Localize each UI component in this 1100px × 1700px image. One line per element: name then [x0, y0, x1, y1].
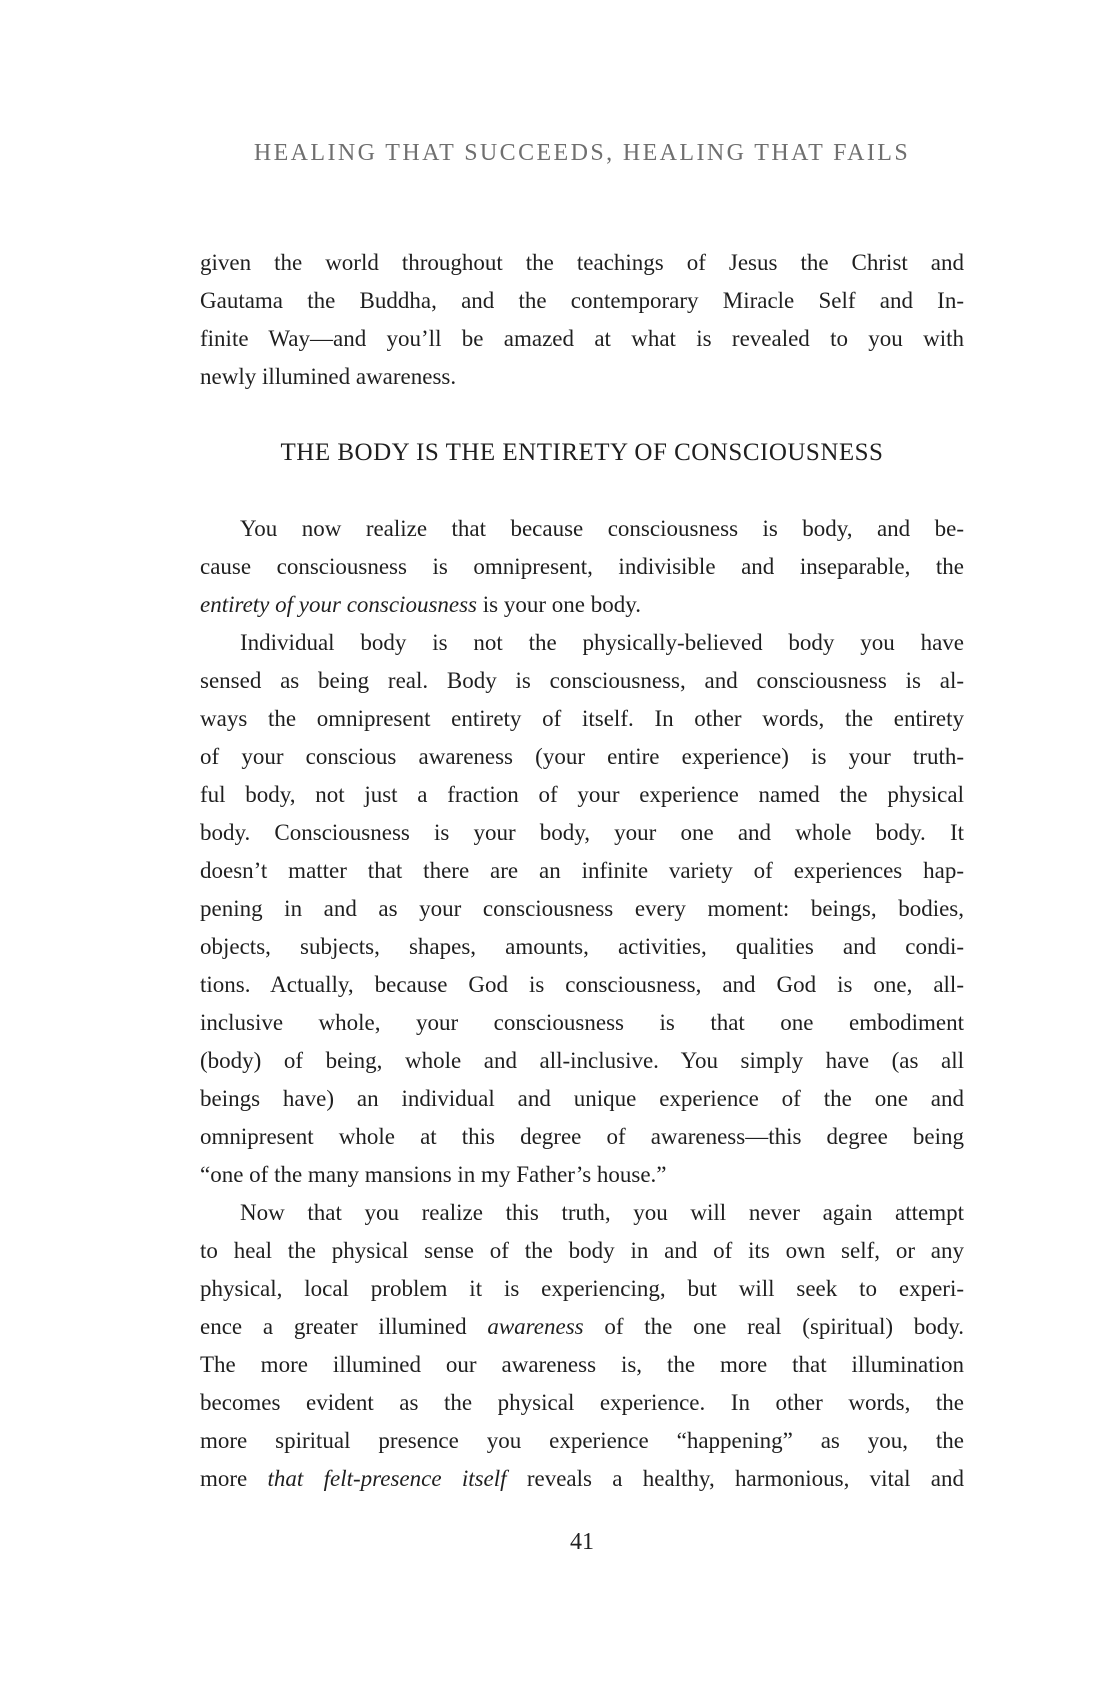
text-line — [200, 1422, 964, 1460]
text-line — [200, 586, 964, 624]
text-line — [200, 1270, 964, 1308]
text-run: of your conscious awareness (your entire experience) is your truth- — [200, 744, 964, 769]
intro-paragraphs — [200, 244, 964, 396]
text-run: to heal the physical sense of the body in and of its own self, or any — [200, 1238, 964, 1263]
text-run: doesn’t matter that there are an infinite variety of experiences hap- — [200, 858, 964, 883]
text-run: of the one real (spiritual) body. — [583, 1314, 965, 1339]
text-line — [200, 1460, 964, 1498]
text-line — [200, 320, 964, 358]
text-line — [200, 776, 964, 814]
text-line — [200, 1004, 964, 1042]
text-line — [200, 662, 964, 700]
text-line — [200, 1118, 964, 1156]
text-run: physical, local problem it is experiencing, but will seek to experi- — [200, 1276, 964, 1301]
text-run: tions. Actually, because God is consciousness, and God is one, all- — [200, 972, 964, 997]
text-run: beings have) an individual and unique experience of the one and — [200, 1086, 964, 1111]
text-run: pening in and as your consciousness every moment: beings, bodies, — [200, 896, 964, 921]
text-run: more spiritual presence you experience “happening” as you, the — [200, 1428, 964, 1453]
text-run: omnipresent whole at this degree of awareness—this degree being — [200, 1124, 964, 1149]
text-line — [200, 282, 964, 320]
paragraph — [200, 624, 964, 1194]
italic-text-run: entirety of your consciousness — [200, 592, 478, 617]
text-line — [200, 738, 964, 776]
italic-text-run: awareness — [487, 1314, 584, 1339]
text-run: Now that you realize this truth, you will never again attempt — [240, 1200, 964, 1225]
text-run: newly illumined awareness. — [200, 364, 457, 389]
text-line — [200, 966, 964, 1004]
text-run: You now realize that because consciousness is body, and be- — [240, 516, 964, 541]
text-line — [200, 358, 964, 396]
text-line — [200, 814, 964, 852]
text-run: ful body, not just a fraction of your experience named the physical — [200, 782, 964, 807]
text-run: Individual body is not the physically-believed body you have — [240, 630, 964, 655]
text-run: is your one body. — [477, 592, 641, 617]
page-number: 41 — [570, 1529, 594, 1555]
text-line — [200, 700, 964, 738]
paragraph — [200, 244, 964, 396]
text-run: given the world throughout the teachings of Jesus the Christ and — [200, 250, 964, 275]
text-run: cause consciousness is omnipresent, indivisible and inseparable, the — [200, 554, 964, 579]
italic-text-run: that felt-presence itself — [267, 1466, 507, 1491]
text-run: body. Consciousness is your body, your one and whole body. It — [200, 820, 964, 845]
text-line — [200, 928, 964, 966]
text-run: objects, subjects, shapes, amounts, activities, qualities and condi- — [200, 934, 964, 959]
text-line — [200, 1080, 964, 1118]
text-line — [200, 244, 964, 282]
text-line — [200, 1384, 964, 1422]
text-run: inclusive whole, your consciousness is that one embodiment — [200, 1010, 964, 1035]
text-line — [200, 852, 964, 890]
text-line — [200, 1042, 964, 1080]
text-run: sensed as being real. Body is consciousness, and consciousness is al- — [200, 668, 964, 693]
text-line — [200, 624, 964, 662]
paragraph — [200, 1194, 964, 1498]
text-run: “one of the many mansions in my Father’s house.” — [200, 1162, 667, 1187]
text-run: ways the omnipresent entirety of itself. In other words, the entirety — [200, 706, 964, 731]
text-run: becomes evident as the physical experience. In other words, the — [200, 1390, 964, 1415]
text-column — [200, 0, 964, 1498]
text-line — [200, 510, 964, 548]
text-run: reveals a healthy, harmonious, vital and — [506, 1466, 964, 1491]
section-heading: THE BODY IS THE ENTIRETY OF CONSCIOUSNESS — [280, 439, 884, 466]
text-run: finite Way—and you’ll be amazed at what is revealed to you with — [200, 326, 964, 351]
paragraph — [200, 510, 964, 624]
text-line — [200, 1308, 964, 1346]
text-line — [200, 1194, 964, 1232]
body-text — [200, 244, 964, 1498]
running-header: HEALING THAT SUCCEEDS, HEALING THAT FAILS — [253, 140, 911, 166]
text-run: The more illumined our awareness is, the more that illumination — [200, 1352, 964, 1377]
text-line — [200, 1156, 964, 1194]
text-run: (body) of being, whole and all-inclusive. You simply have (as all — [200, 1048, 964, 1073]
text-run: more — [200, 1466, 268, 1491]
text-line — [200, 890, 964, 928]
text-run: ence a greater illumined — [200, 1314, 488, 1339]
section-paragraphs — [200, 510, 964, 1498]
text-line — [200, 548, 964, 586]
text-run: Gautama the Buddha, and the contemporary Miracle Self and In- — [200, 288, 964, 313]
text-line — [200, 1346, 964, 1384]
text-line — [200, 1232, 964, 1270]
